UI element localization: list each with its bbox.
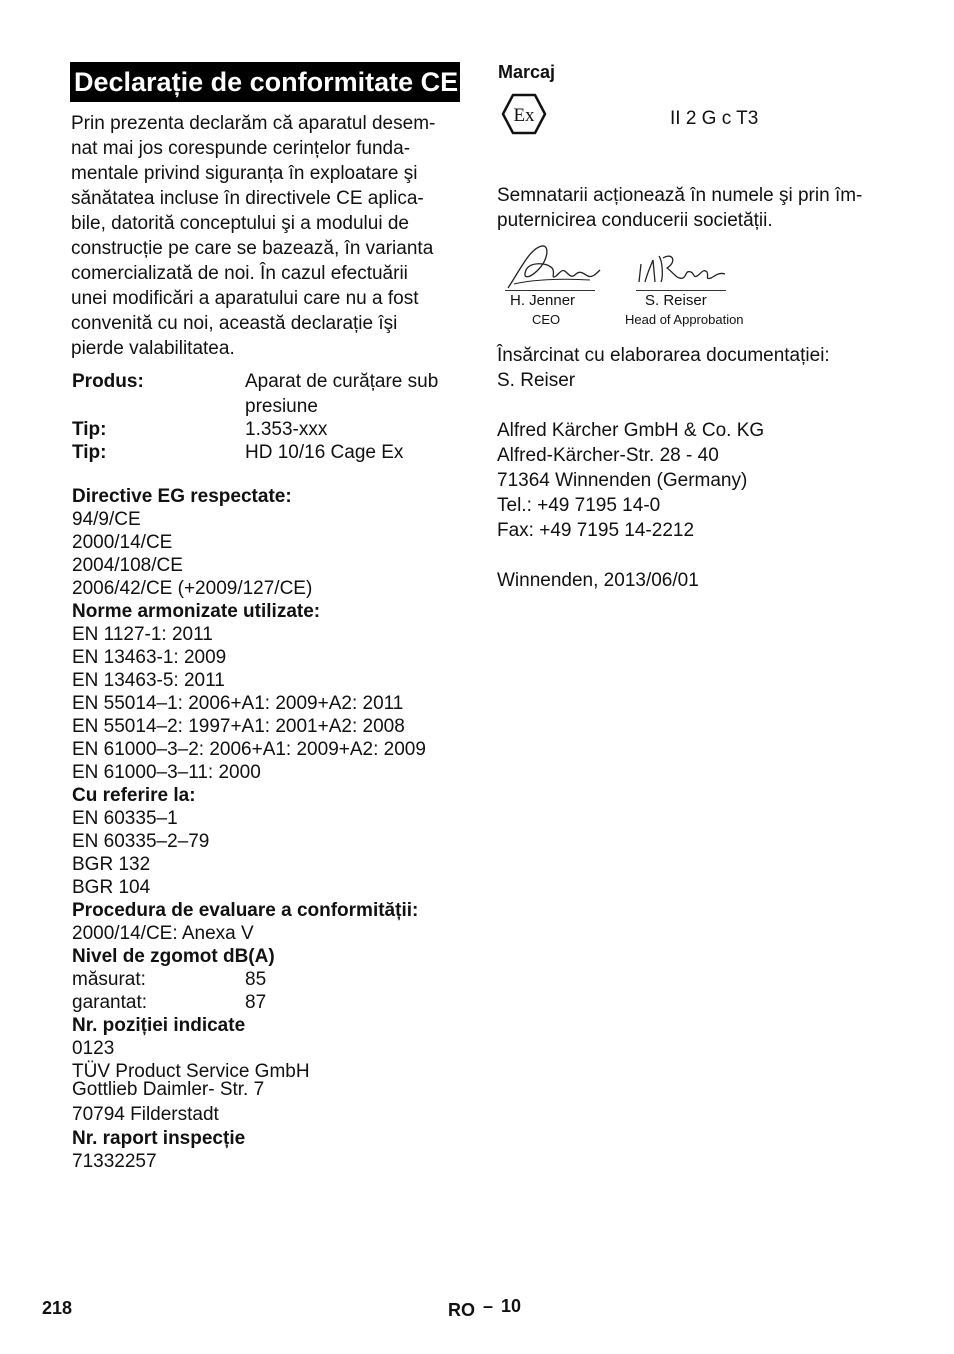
- signatories-line: puternicirea conducerii societății.: [497, 210, 773, 231]
- intro-line: convenită cu noi, această declarație îşi: [71, 313, 398, 334]
- measured-row: [72, 968, 426, 991]
- intro-line: Prin prezenta declarăm că aparatul desem-: [71, 113, 436, 134]
- product-value: Aparat de curățare sub: [245, 371, 439, 392]
- signature-line: [505, 290, 595, 291]
- signer1-name: H. Jenner: [510, 292, 576, 309]
- marking-heading: Marcaj: [498, 62, 556, 82]
- signatories-paragraph: [497, 183, 862, 233]
- product-value-cont: presiune: [245, 396, 318, 417]
- norm-item: EN 13463-1: 2009: [72, 647, 227, 668]
- noise-heading: Nivel de zgomot dB(A): [72, 946, 275, 967]
- reference-item: EN 60335–2–79: [72, 831, 210, 852]
- reiser-signature: [633, 248, 733, 290]
- reference-item: EN 60335–1: [72, 808, 178, 829]
- signer1-role: CEO: [532, 312, 561, 327]
- marking-value: II 2 G c T3: [670, 108, 759, 129]
- intro-line: construcție pe care se bazează, în varianta: [71, 238, 434, 259]
- type-label: Tip:: [72, 419, 107, 440]
- notified-body-name: TÜV Product Service GmbH: [72, 1061, 310, 1082]
- guaranteed-label: garantat:: [72, 992, 147, 1013]
- intro-line: sănătatea incluse în directivele CE aplica-: [71, 188, 424, 209]
- company-street: Alfred-Kärcher-Str. 28 - 40: [497, 445, 719, 466]
- directive-item: 94/9/CE: [72, 509, 141, 530]
- reference-heading: Cu referire la:: [72, 785, 196, 806]
- norm-item: EN 61000–3–11: 2000: [72, 762, 261, 783]
- procedure-value: 2000/14/CE: Anexa V: [72, 923, 254, 944]
- directive-item: 2000/14/CE: [72, 532, 173, 553]
- intro-line: nat mai jos corespunde cerințelor funda-: [71, 138, 411, 159]
- company-city: 71364 Winnenden (Germany): [497, 470, 748, 491]
- page-number: 218: [42, 1298, 73, 1318]
- page-title: Declarație de conformitate CE: [70, 62, 460, 102]
- notified-body-number: 0123: [72, 1038, 115, 1059]
- reference-item: BGR 132: [72, 854, 151, 875]
- norm-item: EN 13463-5: 2011: [72, 670, 225, 691]
- type-label: Tip:: [72, 442, 107, 463]
- report-heading: Nr. raport inspecție: [72, 1128, 246, 1149]
- report-block: [72, 1127, 245, 1173]
- documentation-line: Însărcinat cu elaborarea documentației:: [497, 345, 830, 366]
- notified-body-city: 70794 Filderstadt: [72, 1104, 219, 1125]
- company-name: Alfred Kärcher GmbH & Co. KG: [497, 420, 765, 441]
- intro-line: pierde valabilitatea.: [71, 338, 235, 359]
- notified-body-heading: Nr. poziției indicate: [72, 1015, 246, 1036]
- company-phone: Tel.: +49 7195 14-0: [497, 495, 661, 516]
- notified-body-street: Gottlieb Daimler- Str. 7: [72, 1079, 265, 1100]
- norm-item: EN 55014–1: 2006+A1: 2009+A2: 2011: [72, 693, 404, 714]
- norm-item: EN 55014–2: 1997+A1: 2001+A2: 2008: [72, 716, 405, 737]
- svg-text:Ex: Ex: [513, 105, 535, 126]
- signer2-name: S. Reiser: [645, 292, 707, 309]
- intro-line: bile, datorită conceptului şi a modului de: [71, 213, 409, 234]
- measured-value: 85: [245, 969, 267, 990]
- documentation-block: [497, 343, 830, 393]
- guaranteed-value: 87: [245, 992, 267, 1013]
- address-block: [497, 418, 764, 543]
- footer-section-page: 10: [501, 1296, 522, 1316]
- guaranteed-row: [72, 991, 426, 1014]
- measured-label: măsurat:: [72, 969, 146, 990]
- documentation-person: S. Reiser: [497, 370, 576, 391]
- norm-item: EN 1127-1: 2011: [72, 624, 213, 645]
- signature-line: [636, 290, 726, 291]
- jenner-signature: [500, 240, 605, 292]
- type-value: HD 10/16 Cage Ex: [245, 442, 404, 463]
- intro-paragraph: [71, 111, 435, 361]
- footer-language: RO: [448, 1300, 475, 1320]
- report-value: 71332257: [72, 1151, 157, 1172]
- reference-item: BGR 104: [72, 877, 151, 898]
- standards-block: [72, 485, 426, 1083]
- product-label: Produs:: [72, 371, 144, 392]
- signatories-line: Semnatarii acționează în numele şi prin îm-: [497, 185, 863, 206]
- directive-item: 2006/42/CE (+2009/127/CE): [72, 578, 313, 599]
- ex-hexagon-icon: [501, 93, 547, 135]
- footer-dash: –: [483, 1296, 494, 1316]
- procedure-heading: Procedura de evaluare a conformității:: [72, 900, 419, 921]
- intro-line: comercializată de noi. În cazul efectuării: [71, 263, 408, 284]
- signer2-role: Head of Approbation: [625, 312, 744, 327]
- place-date: Winnenden, 2013/06/01: [497, 570, 699, 591]
- intro-line: mentale privind siguranța în exploatare şi: [71, 163, 418, 184]
- norms-heading: Norme armonizate utilizate:: [72, 601, 321, 622]
- intro-line: unei modificări a aparatului care nu a fost: [71, 288, 419, 309]
- directives-heading: Directive EG respectate:: [72, 486, 292, 507]
- norm-item: EN 61000–3–2: 2006+A1: 2009+A2: 2009: [72, 739, 426, 760]
- company-fax: Fax: +49 7195 14-2212: [497, 520, 695, 541]
- type-value: 1.353-xxx: [245, 419, 328, 440]
- directive-item: 2004/108/CE: [72, 555, 183, 576]
